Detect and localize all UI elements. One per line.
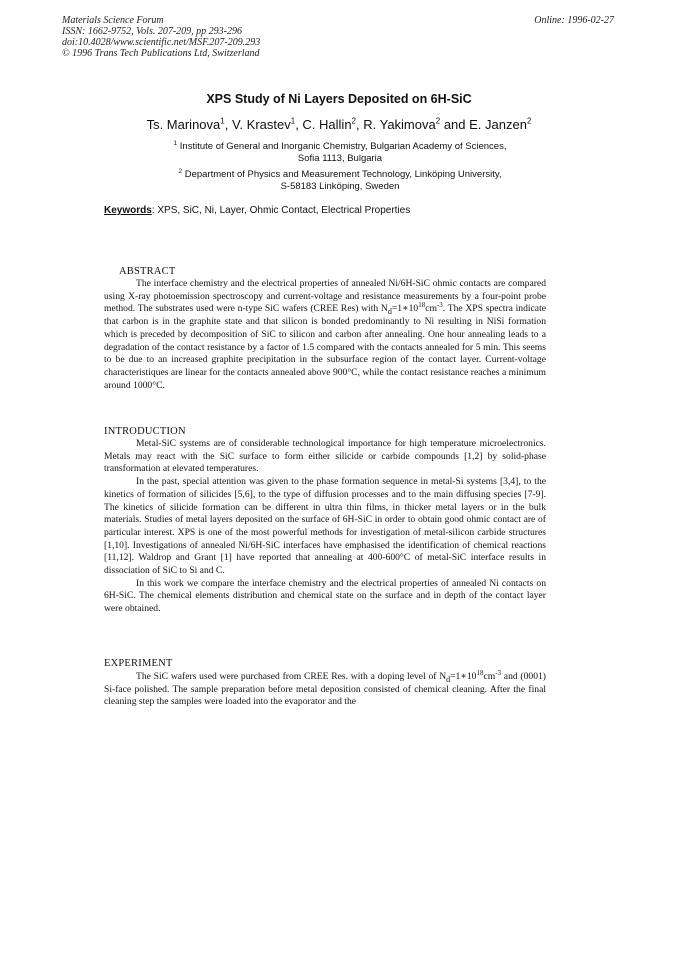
author-list: Ts. Marinova$^1$, V. Krastev$^1$, C. Hallin$^2$, R. Yakimova$^2$ and E. Janzen$^2$: [146, 116, 532, 132]
author-affiliation-mark: 2: [351, 116, 356, 126]
affiliation-1: [120, 141, 560, 165]
issn-line: ISSN: 1662-9752, Vols. 207-209, pp 293-296: [62, 26, 242, 37]
affiliation-number: 2: [178, 167, 183, 175]
keywords-label: Keywords: [104, 205, 152, 216]
author-name: R. Yakimova: [363, 117, 436, 132]
journal-header: [62, 15, 260, 59]
affiliation-line: Institute of General and Inorganic Chemistry, Bulgarian Academy of Sciences,: [179, 141, 507, 152]
affiliation-line: Sofia 1113, Bulgaria: [297, 153, 383, 164]
experiment-paragraph: The SiC wafers used were purchased from CREE Res. with a doping level of $N_d=1∗10^{18}cm^{-3}$ and (0001) Si-face polished. The sample preparation before metal deposition consisted of chemical cleaning. After the final cleaning step the samples were loaded into the evaporator and the: [104, 668, 546, 708]
journal-name: Materials Science Forum: [62, 15, 164, 26]
abstract-paragraph: The interface chemistry and the electrical properties of annealed Ni/6H-SiC ohmic contacts are compared using X-ray photoemission spectroscopy and current-voltage and resistance measurements by a four-point probe method. The substrates used were n-type SiC wafers (CREE Res) with $N_d=1∗10^{18}cm^{-3}$. The XPS spectra indicate that carbon is in the graphite state and that silicon is bonded predominantly to Ni resulting in NiSi formation which is preceded by decomposition of SiC to silicon and carbon after annealing. One hour annealing leads to a degradation of the contact resistance by a factor of 1.5 compared with the contacts annealed for 5 min. This seems to be due to an increased graphite precipitation in the subsurface region of the contact layer. Current-voltage characteristiques are linear for the contacts annealed above 900°C, while the contact resistance reaches a minimum around 1000°C.: [104, 278, 546, 391]
introduction-paragraph: Metal-SiC systems are of considerable technological importance for high temperature microelectronics. Metals may react with the SiC surface to form either silicide or carbide compounds [1,2] by solid-phase transformation at elevated temperatures.: [104, 438, 546, 475]
affiliation-line: S-58183 Linköping, Sweden: [280, 181, 400, 192]
introduction-paragraph: In this work we compare the interface chemistry and the electrical properties of annealed Ni contacts on 6H-SiC. The chemical elements distribution and chemical state on the surface and in depth of the contact layer were obtained.: [104, 577, 546, 615]
keywords: [104, 205, 410, 216]
abstract-body: [104, 278, 546, 392]
author-name: Ts. Marinova: [146, 117, 221, 132]
author-affiliation-mark: 2: [435, 116, 441, 126]
author-affiliation-mark: 1: [290, 116, 296, 126]
experiment-heading: EXPERIMENT: [104, 658, 173, 669]
introduction-body: [104, 438, 546, 616]
experiment-body: [104, 668, 546, 709]
keywords-text: : XPS, SiC, Ni, Layer, Ohmic Contact, Electrical Properties: [151, 205, 411, 216]
online-date: Online: 1996-02-27: [534, 15, 614, 26]
author-name: E. Janzen: [469, 117, 527, 132]
author-conjunction: and: [443, 117, 466, 132]
introduction-paragraph: In the past, special attention was given to the phase formation sequence in metal-Si systems [3,4], to the kinetics of formation of silicides [5,6], to the type of diffusion processes and to the main diffusing species [7-9]. The kinetics of silicide formation can be different in ultra thin films, in thicker metal layers or in the bulk materials. Studies of metal layers deposited on the surface of 6H-SiC in order to obtain good ohmic contact are of particular interest. XPS is one of the most powerful methods for investigation of metal-silicon carbide structures [1,10]. Investigations of annealed Ni/6H-SiC interfaces have emphasised the identification of chemical reactions [11,12]. Waldrop and Grant [1] have reported that annealing at 400-600°C of metal-SiC interface results in dissociation of SiC to Si and C.: [104, 476, 546, 577]
introduction-heading: INTRODUCTION: [104, 426, 186, 437]
paper-title: XPS Study of Ni Layers Deposited on 6H-SiC: [206, 92, 472, 106]
author-affiliation-mark: 2: [526, 116, 532, 126]
author-name: V. Krastev: [231, 117, 291, 132]
author-affiliation-mark: 1: [220, 116, 225, 126]
affiliation-number: 1: [173, 139, 178, 147]
abstract-heading: ABSTRACT: [119, 266, 176, 277]
copyright-line: © 1996 Trans Tech Publications Ltd, Switzerland: [62, 48, 260, 59]
doi-line[interactable]: doi:10.4028/www.scientific.net/MSF.207-209.293: [62, 37, 261, 48]
author-name: C. Hallin: [302, 117, 352, 132]
affiliation-line: Department of Physics and Measurement Technology, Linköping University,: [184, 169, 502, 180]
affiliation-2: [120, 169, 560, 193]
